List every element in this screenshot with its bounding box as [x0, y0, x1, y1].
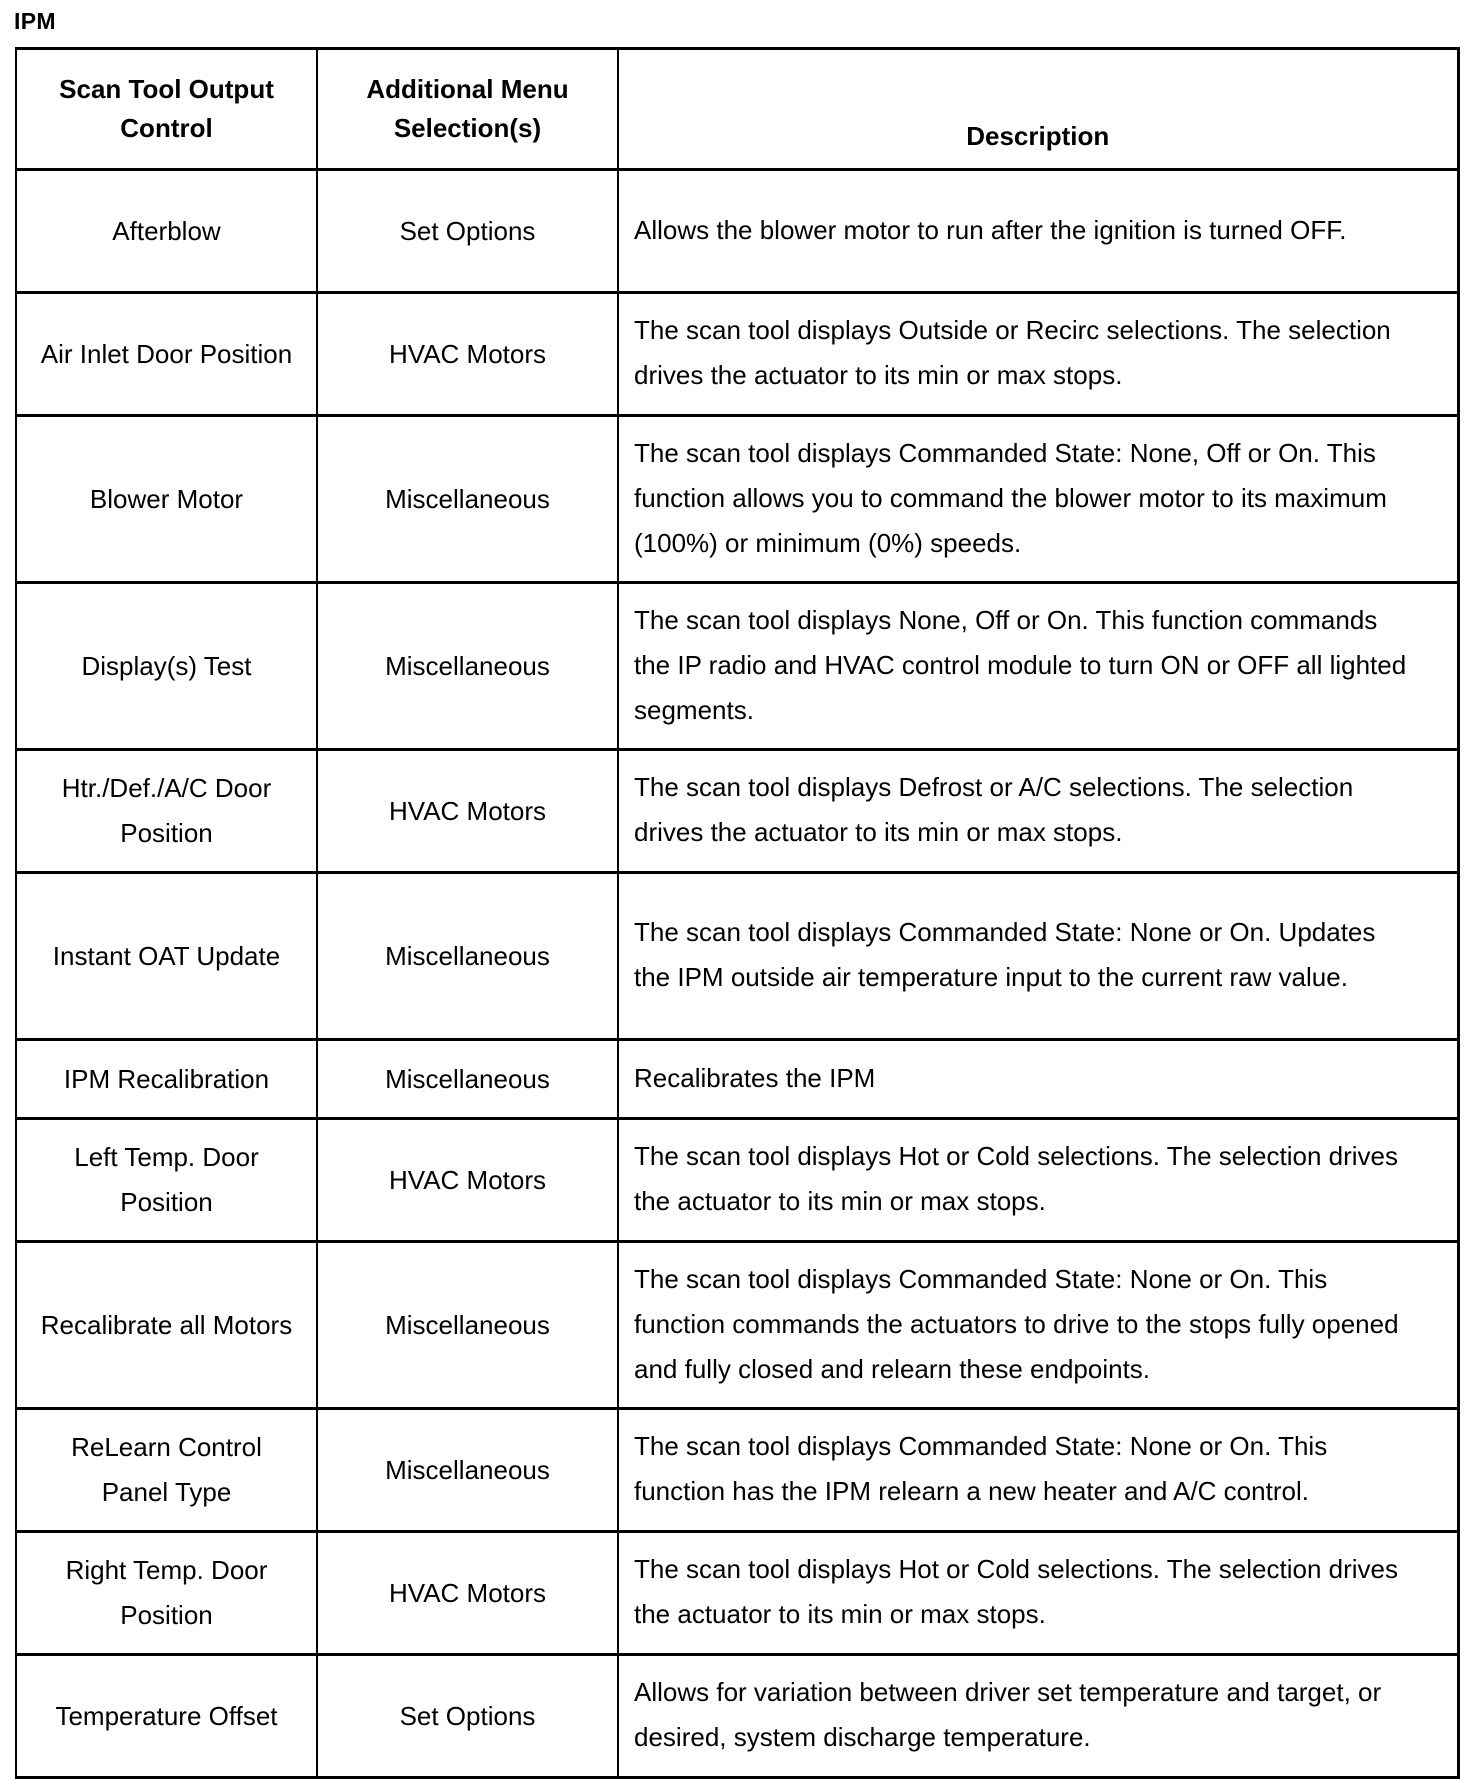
- row-description: The scan tool displays Hot or Cold selections. The selection drives the actuator to its min or max stops.: [618, 1532, 1458, 1655]
- row-menu: Miscellaneous: [317, 416, 618, 583]
- table-row: [16, 170, 1458, 293]
- row-control: Display(s) Test: [16, 583, 317, 750]
- table-row: [16, 583, 1458, 750]
- row-control: IPM Recalibration: [16, 1040, 317, 1119]
- row-menu: Miscellaneous: [317, 583, 618, 750]
- row-menu: Miscellaneous: [317, 1409, 618, 1532]
- table-row: [16, 1409, 1458, 1532]
- row-description: Allows the blower motor to run after the ignition is turned OFF.: [618, 170, 1458, 293]
- row-menu: HVAC Motors: [317, 1532, 618, 1655]
- table-row: [16, 1040, 1458, 1119]
- row-description: The scan tool displays Commanded State: None or On. This function has the IPM relearn a new heater and A/C control.: [618, 1409, 1458, 1532]
- row-menu: Miscellaneous: [317, 1040, 618, 1119]
- row-control: Temperature Offset: [16, 1655, 317, 1778]
- table-row: [16, 1242, 1458, 1409]
- row-description: The scan tool displays Outside or Recirc selections. The selection drives the actuator to its min or max stops.: [618, 293, 1458, 416]
- row-control: Htr./Def./A/C Door Position: [16, 750, 317, 873]
- row-control: Air Inlet Door Position: [16, 293, 317, 416]
- row-description: Recalibrates the IPM: [618, 1040, 1458, 1119]
- header-description: Description: [618, 49, 1458, 170]
- row-description: The scan tool displays Defrost or A/C selections. The selection drives the actuator to its min or max stops.: [618, 750, 1458, 873]
- row-description: The scan tool displays Commanded State: None, Off or On. This function allows you to command the blower motor to its maximum (100%) or minimum (0%) speeds.: [618, 416, 1458, 583]
- table-row: [16, 293, 1458, 416]
- row-description: Allows for variation between driver set temperature and target, or desired, system discharge temperature.: [618, 1655, 1458, 1778]
- row-description: The scan tool displays Hot or Cold selections. The selection drives the actuator to its min or max stops.: [618, 1119, 1458, 1242]
- row-control: Blower Motor: [16, 416, 317, 583]
- row-description: The scan tool displays Commanded State: None or On. Updates the IPM outside air temperature input to the current raw value.: [618, 873, 1458, 1040]
- row-menu: HVAC Motors: [317, 293, 618, 416]
- table-row: [16, 416, 1458, 583]
- row-description: The scan tool displays Commanded State: None or On. This function commands the actuators to drive to the stops fully opened and fully closed and relearn these endpoints.: [618, 1242, 1458, 1409]
- row-control: Afterblow: [16, 170, 317, 293]
- row-menu: Miscellaneous: [317, 1242, 618, 1409]
- table-row: [16, 873, 1458, 1040]
- row-menu: Set Options: [317, 1655, 618, 1778]
- row-menu: HVAC Motors: [317, 1119, 618, 1242]
- section-title: IPM: [14, 8, 56, 34]
- table-header-row: [16, 49, 1458, 170]
- table-row: [16, 750, 1458, 873]
- table-row: [16, 1532, 1458, 1655]
- table-row: [16, 1119, 1458, 1242]
- row-description: The scan tool displays None, Off or On. This function commands the IP radio and HVAC control module to turn ON or OFF all lighted segments.: [618, 583, 1458, 750]
- row-control: Instant OAT Update: [16, 873, 317, 1040]
- row-control: Left Temp. Door Position: [16, 1119, 317, 1242]
- row-control: ReLearn Control Panel Type: [16, 1409, 317, 1532]
- row-menu: Set Options: [317, 170, 618, 293]
- row-control: Right Temp. Door Position: [16, 1532, 317, 1655]
- row-menu: Miscellaneous: [317, 873, 618, 1040]
- header-menu: Additional Menu Selection(s): [317, 49, 618, 170]
- row-menu: HVAC Motors: [317, 750, 618, 873]
- header-control: Scan Tool Output Control: [16, 49, 317, 170]
- table-row: [16, 1655, 1458, 1778]
- row-control: Recalibrate all Motors: [16, 1242, 317, 1409]
- output-control-table: [15, 47, 1460, 1779]
